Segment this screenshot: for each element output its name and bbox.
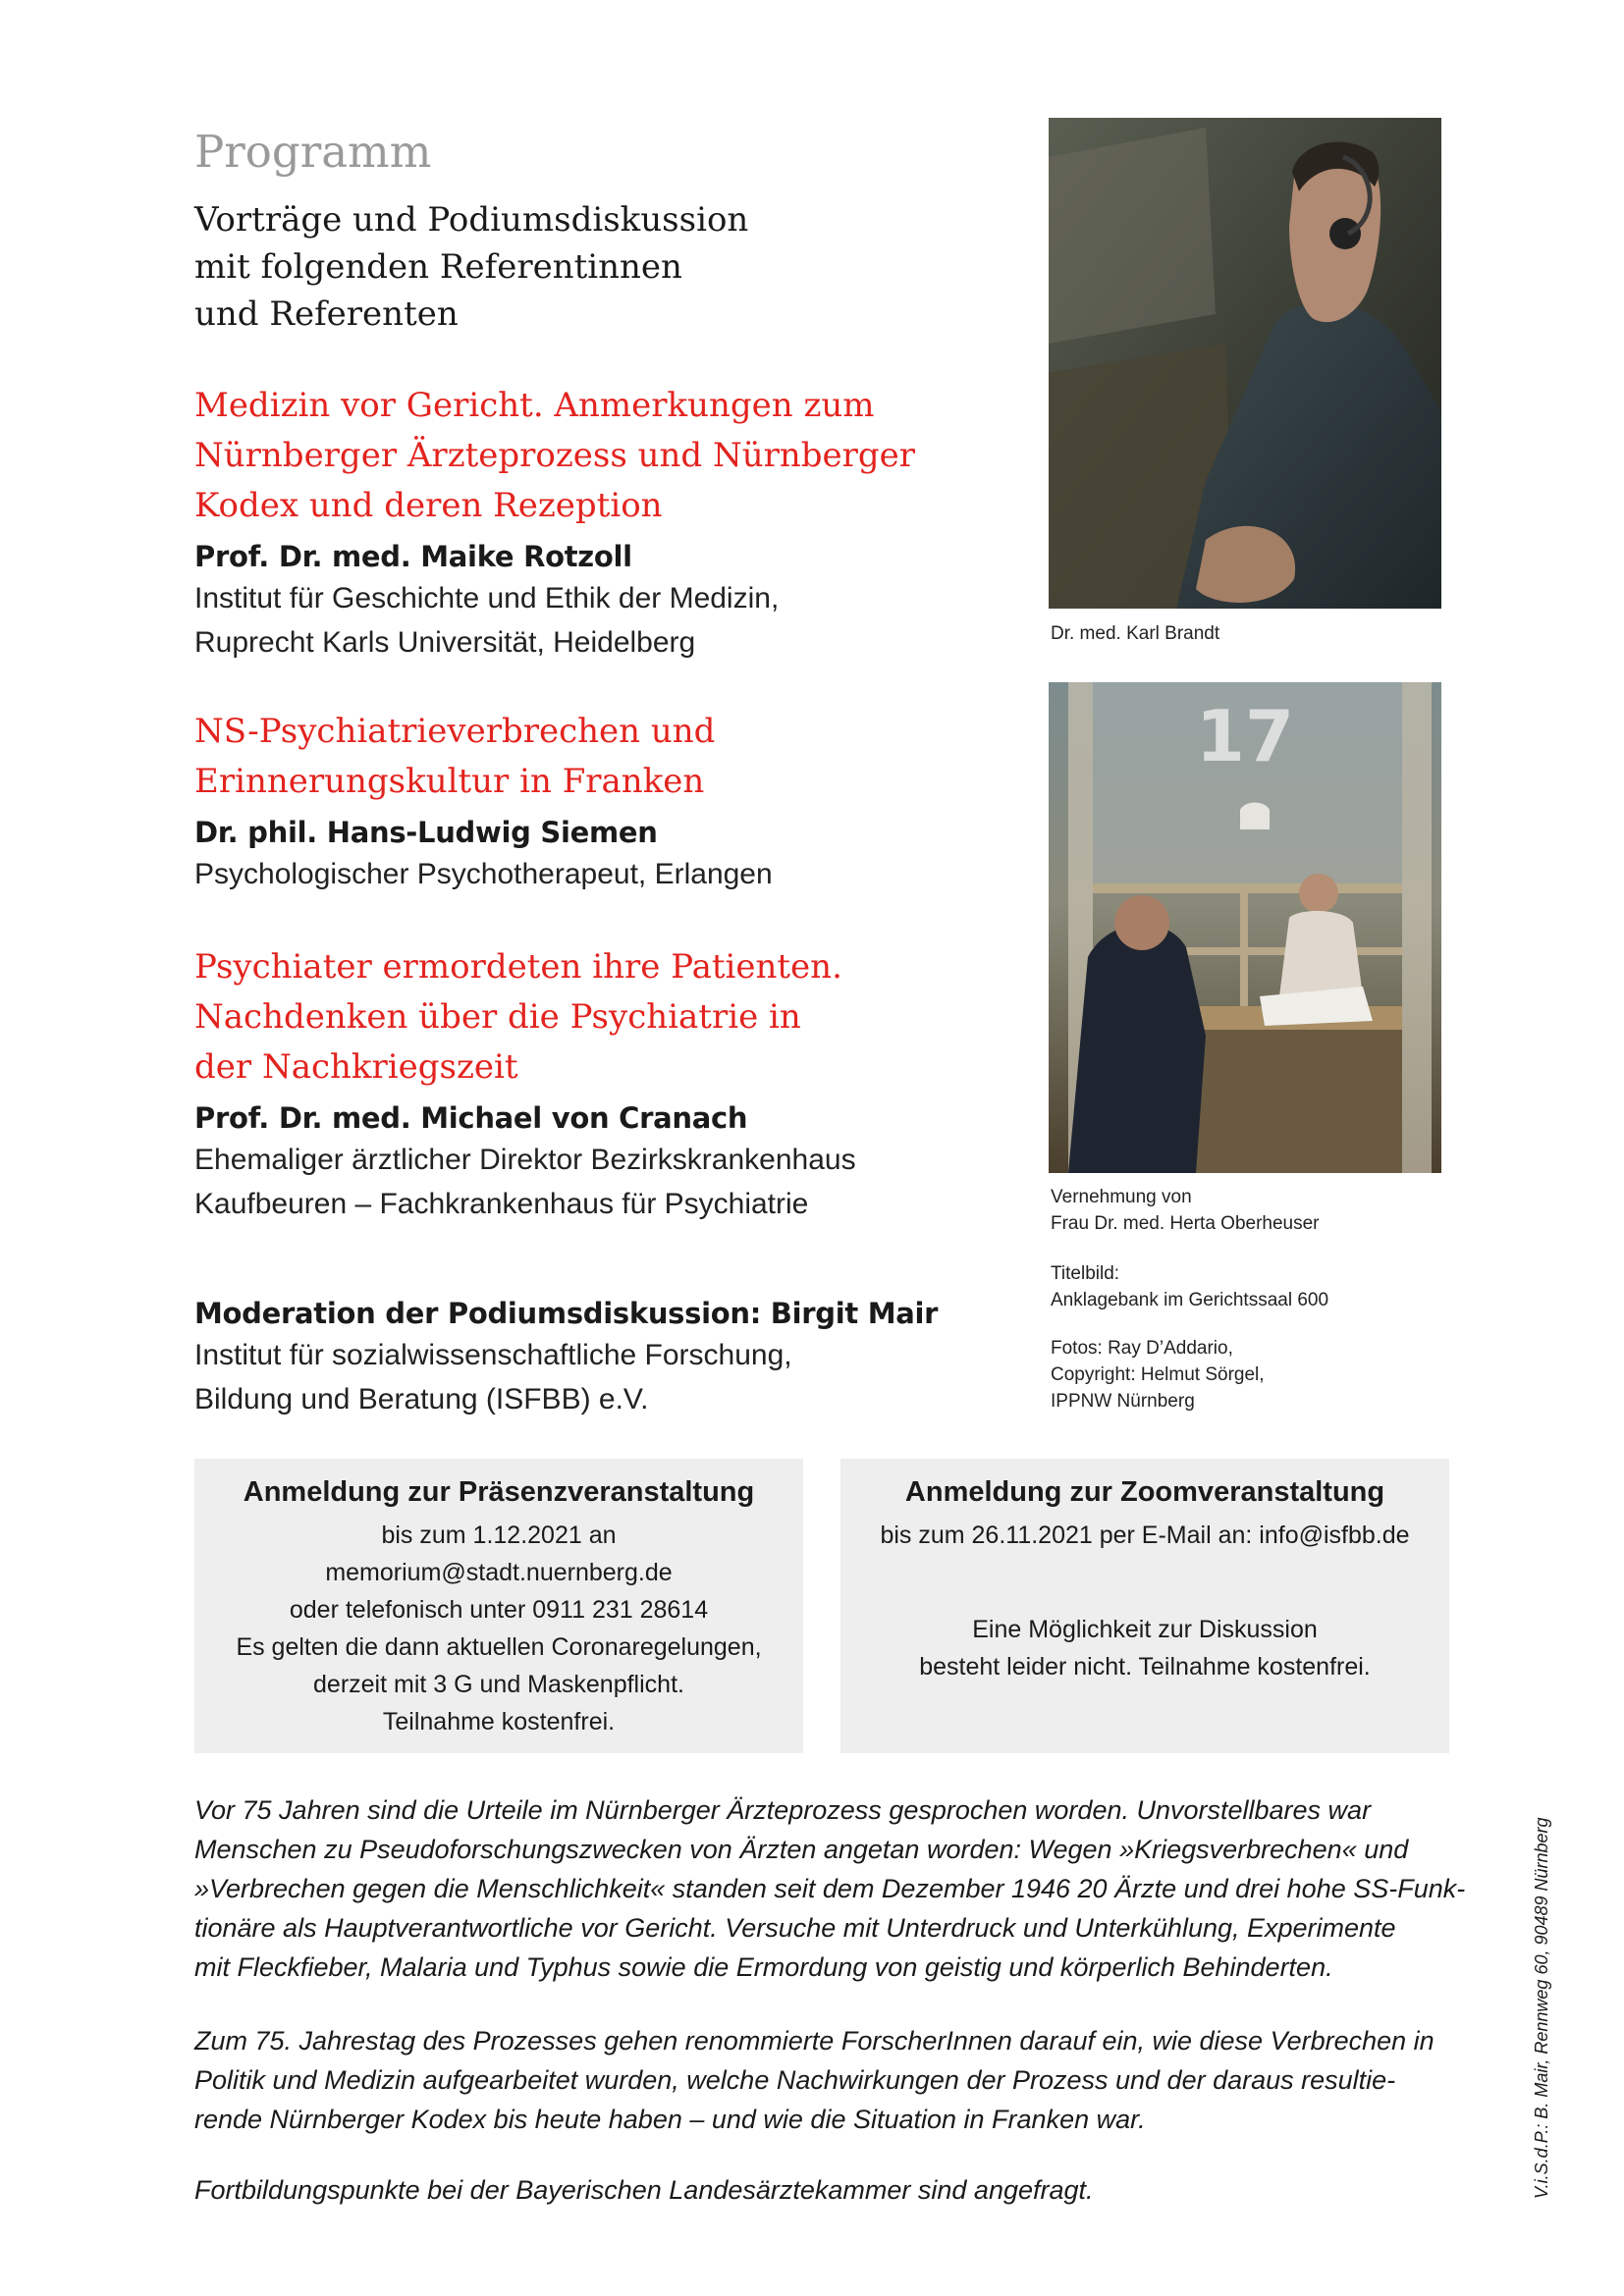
paragraph-line: »Verbrechen gegen die Menschlichkeit« standen seit dem Dezember 1946 20 Ärzte und drei hohe SS-Funk- — [194, 1874, 1466, 1903]
talk-3-speaker: Prof. Dr. med. Michael von Cranach — [194, 1101, 748, 1135]
intro-line: mit folgenden Referentinnen — [194, 247, 682, 287]
title-line: Nachdenken über die Psychiatrie in — [194, 997, 801, 1037]
intro-line: und Referenten — [194, 294, 459, 334]
talk-1 — [194, 381, 980, 665]
credit-line: IPPNW Nürnberg — [1051, 1391, 1195, 1412]
paragraph-line: rende Nürnberger Kodex bis heute haben – und wie die Situation in Franken war. — [194, 2105, 1146, 2134]
title-line: NS-Psychiatrieverbrechen und — [194, 712, 716, 751]
title-line: Psychiater ermordeten ihre Patienten. — [194, 947, 842, 987]
affiliation-line: Institut für Geschichte und Ethik der Medizin, — [194, 582, 780, 614]
zoom-registration-box — [840, 1459, 1449, 1753]
paragraph-1 — [194, 1790, 1466, 1987]
paragraph-line: Menschen zu Pseudoforschungszwecken von Ärzten angetan worden: Wegen »Kriegsverbrechen« und — [194, 1835, 1409, 1864]
photo-credits — [1051, 1335, 1265, 1415]
photo-1-caption: Dr. med. Karl Brandt — [1051, 623, 1220, 644]
moderation-label: Moderation der Podiumsdiskussion: Birgit Mair — [194, 1297, 939, 1330]
title-line: Kodex und deren Rezeption — [194, 486, 663, 525]
affiliation-line: Ehemaliger ärztlicher Direktor Bezirkskrankenhaus — [194, 1144, 856, 1176]
affiliation-line: Psychologischer Psychotherapeut, Erlangen — [194, 858, 773, 890]
affiliation-line: Ruprecht Karls Universität, Heidelberg — [194, 626, 696, 659]
paragraph-line: Politik und Medizin aufgearbeitet wurden, welche Nachwirkungen der Prozess und der daraus resultie- — [194, 2065, 1396, 2095]
title-line: der Nachkriegszeit — [194, 1047, 518, 1087]
caption-line: Frau Dr. med. Herta Oberheuser — [1051, 1213, 1320, 1234]
paragraph-line: Vor 75 Jahren sind die Urteile im Nürnberger Ärzteprozess gesprochen worden. Unvorstellbares war — [194, 1795, 1372, 1825]
affiliation-line: Bildung und Beratung (ISFBB) e.V. — [194, 1383, 649, 1415]
presence-line: Teilnahme kostenfrei. — [382, 1708, 616, 1735]
credit-line: Fotos: Ray D’Addario, — [1051, 1338, 1233, 1359]
talk-2-speaker: Dr. phil. Hans-Ludwig Siemen — [194, 816, 658, 849]
presence-phone: oder telefonisch unter 0911 231 28614 — [289, 1596, 709, 1624]
affiliation-line: Institut für sozialwissenschaftliche Forschung, — [194, 1339, 792, 1371]
caption-line: Titelbild: — [1051, 1263, 1120, 1284]
presence-registration-box — [194, 1459, 803, 1753]
presence-registration-title: Anmeldung zur Präsenzveranstaltung — [243, 1476, 755, 1508]
paragraph-line: Zum 75. Jahrestag des Prozesses gehen renommierte ForscherInnen darauf ein, wie diese Verbrechen in — [194, 2026, 1435, 2056]
credit-line: Copyright: Helmut Sörgel, — [1051, 1364, 1265, 1385]
presence-line: derzeit mit 3 G und Maskenpflicht. — [313, 1671, 684, 1698]
talk-2 — [194, 707, 980, 896]
zoom-line: besteht leider nicht. Teilnahme kostenfrei. — [919, 1653, 1371, 1681]
talk-1-affiliation — [194, 576, 980, 665]
talk-3-affiliation — [194, 1138, 980, 1226]
title-line: Nürnberger Ärzteprozess und Nürnberger — [194, 436, 916, 475]
photo-2-number: 17 — [1195, 695, 1295, 777]
title-line: Medizin vor Gericht. Anmerkungen zum — [194, 386, 875, 425]
presence-line: bis zum 1.12.2021 an — [381, 1522, 617, 1549]
affiliation-line: Kaufbeuren – Fachkrankenhaus für Psychiatrie — [194, 1188, 809, 1220]
title-line: Erinnerungskultur in Franken — [194, 762, 705, 801]
paragraph-line: mit Fleckfieber, Malaria und Typhus sowie die Ermordung von geistig und körperlich Behinderten. — [194, 1952, 1333, 1982]
talk-3-title — [194, 942, 980, 1093]
photo-karl-brandt-image — [1049, 118, 1441, 609]
photo-herta-oberheuser — [1049, 682, 1441, 1173]
caption-line: Vernehmung von — [1051, 1187, 1192, 1207]
zoom-email-line: bis zum 26.11.2021 per E-Mail an: info@isfbb.de — [880, 1522, 1410, 1549]
paragraph-line: tionäre als Hauptverantwortliche vor Gericht. Versuche mit Unterdruck und Unterkühlung, Experimente — [194, 1913, 1396, 1943]
talk-1-speaker: Prof. Dr. med. Maike Rotzoll — [194, 540, 632, 573]
photo-karl-brandt — [1049, 118, 1441, 609]
zoom-registration-title: Anmeldung zur Zoomveranstaltung — [904, 1476, 1385, 1508]
paragraph-3: Fortbildungspunkte bei der Bayerischen Landesärztekammer sind angefragt. — [194, 2175, 1094, 2205]
intro-line: Vorträge und Podiumsdiskussion — [194, 200, 749, 240]
talk-2-affiliation — [194, 852, 980, 896]
page-heading: Programm — [194, 126, 432, 178]
imprint: V.i.S.d.P.: B. Mair, Rennweg 60, 90489 Nürnberg — [1532, 1817, 1551, 2199]
paragraph-2 — [194, 2021, 1451, 2139]
moderation — [194, 1294, 938, 1421]
zoom-line: Eine Möglichkeit zur Diskussion — [972, 1616, 1318, 1643]
talk-3 — [194, 942, 980, 1226]
caption-line: Anklagebank im Gerichtssaal 600 — [1051, 1290, 1329, 1310]
photo-2-caption — [1051, 1184, 1320, 1237]
presence-line: Es gelten die dann aktuellen Coronaregelungen, — [236, 1633, 762, 1661]
talk-2-title — [194, 707, 980, 807]
talk-1-title — [194, 381, 980, 531]
moderation-affiliation — [194, 1333, 938, 1421]
cover-caption — [1051, 1260, 1328, 1313]
photo-herta-oberheuser-image — [1049, 682, 1441, 1173]
presence-email: memorium@stadt.nuernberg.de — [325, 1559, 673, 1586]
intro-text — [194, 196, 941, 338]
